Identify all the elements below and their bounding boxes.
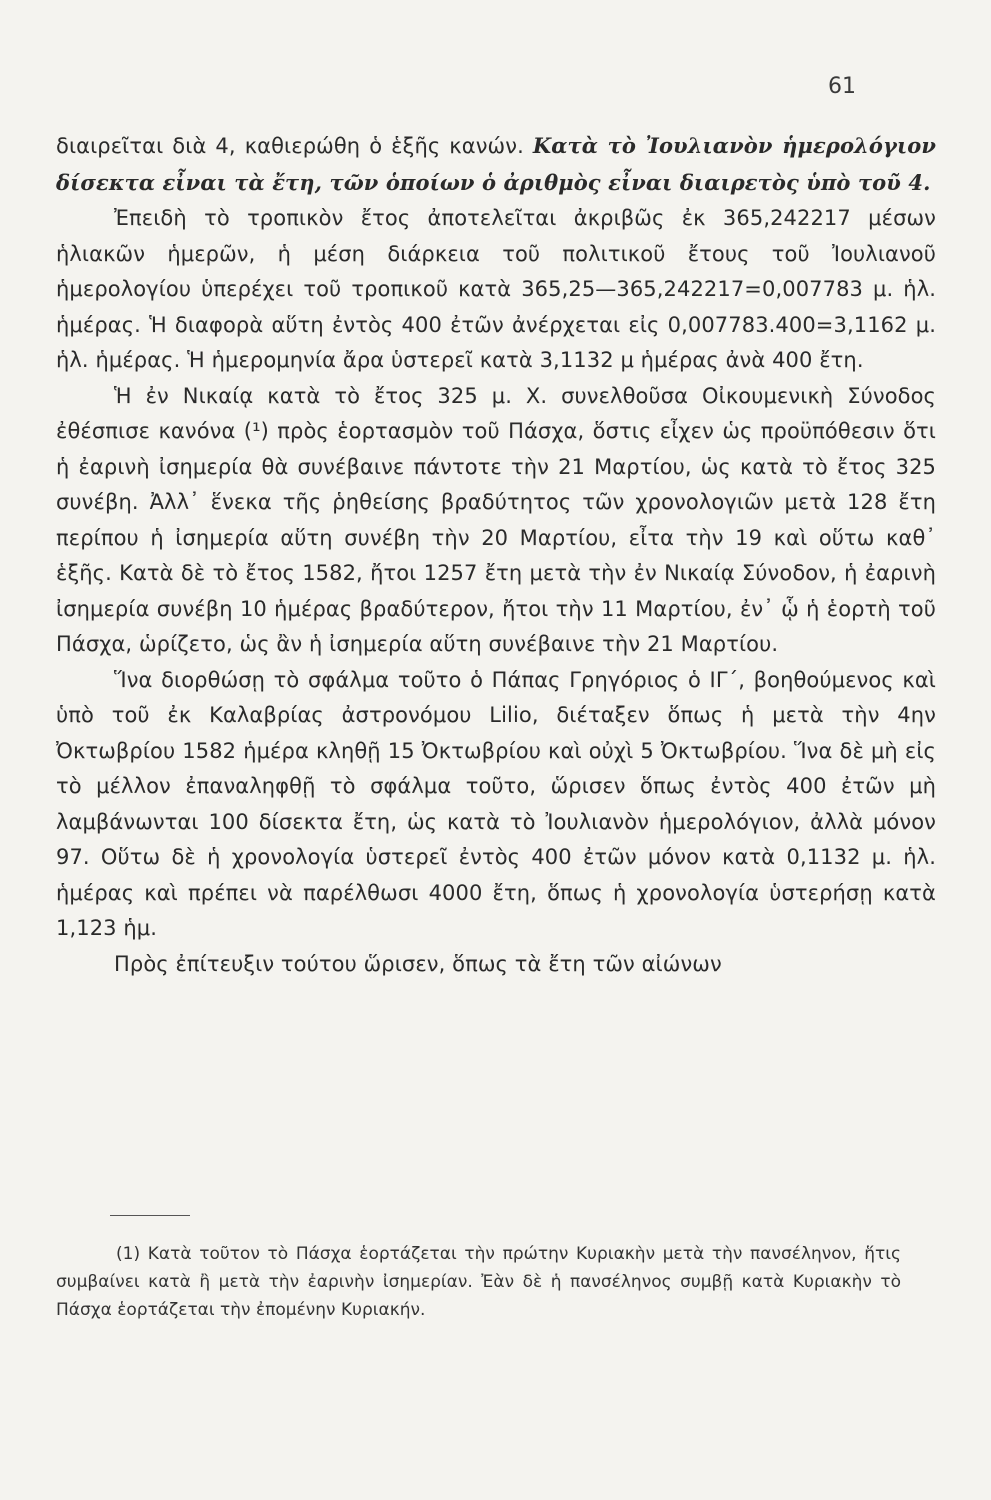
paragraph-4: Ἵνα διορθώσῃ τὸ σφάλμα τοῦτο ὁ Πάπας Γρηγόριος ὁ ΙΓ´, βοηθούμενος καὶ ὑπὸ τοῦ ἐκ Καλαβρίας ἀστρονόμου Lilio, διέταξεν ὅπως ἡ μετὰ τὴν 4ην Ὀκτωβρίου 1582 ἡμέρα κληθῇ 15 Ὀκτωβρίου καὶ οὐχὶ 5 Ὀκτωβρίου. Ἵνα δὲ μὴ εἰς τὸ μέλλον ἐπαναληφθῇ τὸ σφάλμα τοῦτο, ὥρισεν ὅπως ἐντὸς 400 ἐτῶν μὴ λαμβάνωνται 100 δίσεκτα ἔτη, ὡς κατὰ τὸ Ἰουλιανὸν ἡμερολόγιον, ἀλλὰ μόνον 97. Οὕτω δὲ ἡ χρονολογία ὑστερεῖ ἐντὸς 400 ἐτῶν μόνον κατὰ 0,1132 μ. ἡλ. ἡμέρας καὶ πρέπει νὰ παρέλθωσι 4000 ἔτη, ὅπως ἡ χρονολογία ὑστερήσῃ κατὰ 1,123 ἡμ. <box>56 667 936 940</box>
page-number: 61 <box>828 74 856 99</box>
footnote-text: (1) Κατὰ τοῦτον τὸ Πάσχα ἑορτάζεται τὴν πρώτην Κυριακὴν μετὰ τὴν πανσέληνον, ἥτις συμβαίνει κατὰ ἢ μετὰ τὴν ἐαρινὴν ἰσημερίαν. Ἐὰν δὲ ἡ πανσέληνος συμβῇ κατὰ Κυριακὴν τὸ Πάσχα ἑορτάζεται τὴν ἐπομένην Κυριακήν. <box>56 1244 901 1320</box>
julian-rule-emphasis: Κατὰ τὸ Ἰουλιανὸν ἡμερολόγιον δίσεκτα εἶναι τὰ ἔτη, τῶν ὁποίων ὁ ἀριθμὸς εἶναι διαιρετὸς ὑπὸ τοῦ 4. <box>56 133 936 195</box>
footnote-divider <box>110 1215 190 1216</box>
body-text <box>56 128 936 982</box>
paragraph-1 <box>56 128 936 201</box>
footnote <box>56 1240 901 1324</box>
paragraph-2: Ἐπειδὴ τὸ τροπικὸν ἔτος ἀποτελεῖται ἀκριβῶς ἐκ 365,242217 μέσων ἡλιακῶν ἡμερῶν, ἡ μέση διάρκεια τοῦ πολιτικοῦ ἔτους τοῦ Ἰουλιανοῦ ἡμερολογίου ὑπερέχει τοῦ τροπικοῦ κατὰ 365,25—365,242217=0,007783 μ. ἡλ. ἡμέρας. Ἡ διαφορὰ αὕτη ἐντὸς 400 ἐτῶν ἀνέρχεται εἰς 0,007783.400=3,1162 μ. ἡλ. ἡμέρας. Ἡ ἡμερομηνία ἄρα ὑστερεῖ κατὰ 3,1132 μ ἡμέρας ἀνὰ 400 ἔτη. <box>56 206 936 372</box>
paragraph-5: Πρὸς ἐπίτευξιν τούτου ὥρισεν, ὅπως τὰ ἔτη τῶν αἰώνων <box>114 951 722 976</box>
paragraph-3: Ἡ ἐν Νικαίᾳ κατὰ τὸ ἔτος 325 μ. Χ. συνελθοῦσα Οἰκουμενικὴ Σύνοδος ἐθέσπισε κανόνα (¹) πρὸς ἑορτασμὸν τοῦ Πάσχα, ὅστις εἶχεν ὡς προϋπόθεσιν ὅτι ἡ ἐαρινὴ ἰσημερία θὰ συνέβαινε πάντοτε τὴν 21 Μαρτίου, ὡς κατὰ τὸ ἔτος 325 συνέβη. Ἀλλ᾽ ἕνεκα τῆς ῥηθείσης βραδύτητος τῶν χρονολογιῶν μετὰ 128 ἔτη περίπου ἡ ἰσημερία αὕτη συνέβη τὴν 20 Μαρτίου, εἶτα τὴν 19 καὶ οὕτω καθ᾽ ἑξῆς. Κατὰ δὲ τὸ ἔτος 1582, ἤτοι 1257 ἔτη μετὰ τὴν ἐν Νικαίᾳ Σύνοδον, ἡ ἐαρινὴ ἰσημερία συνέβη 10 ἡμέρας βραδύτερον, ἤτοι τὴν 11 Μαρτίου, ἐν᾽ ᾧ ἡ ἑορτὴ τοῦ Πάσχα, ὡρίζετο, ὡς ἂν ἡ ἰσημερία αὕτη συνέβαινε τὴν 21 Μαρτίου. <box>56 383 936 656</box>
paragraph-1-lead: διαιρεῖται διὰ 4, καθιερώθη ὁ ἑξῆς κανών. <box>56 134 533 158</box>
